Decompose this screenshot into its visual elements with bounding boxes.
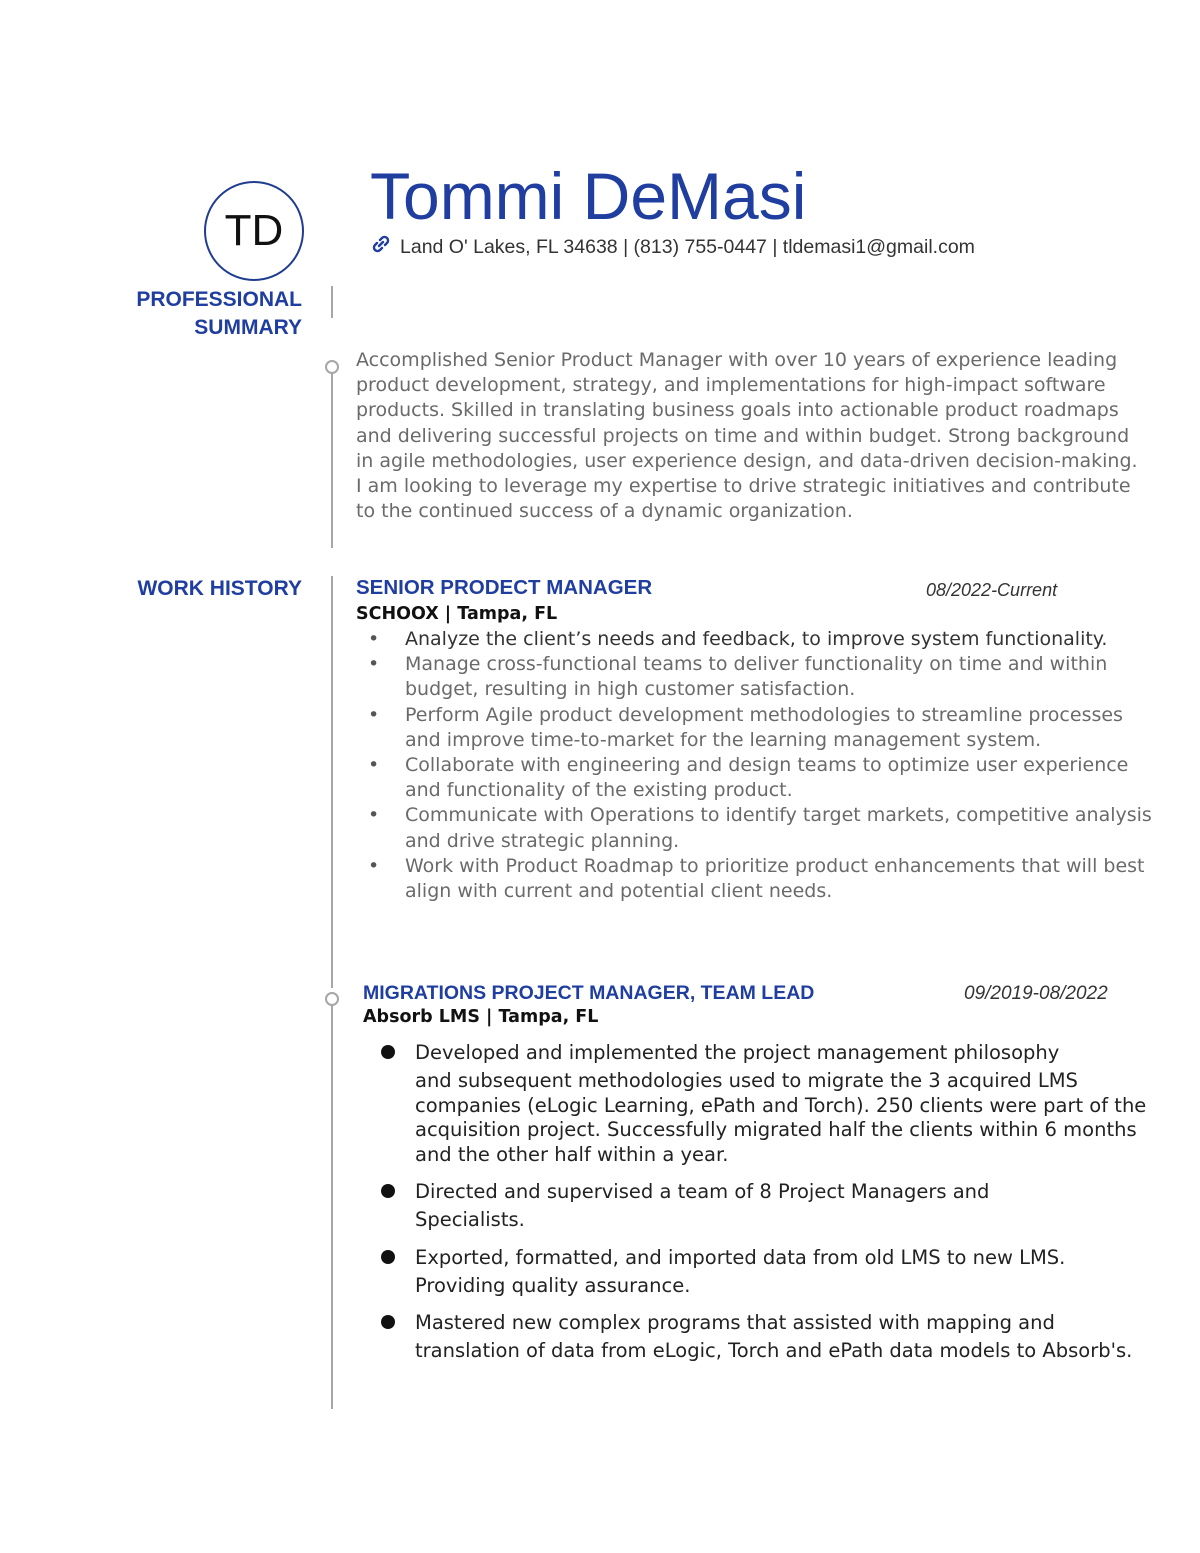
job-dates: 09/2019-08/2022 [964, 983, 1108, 1004]
bullet-text: translation of data from eLogic, Torch and ePath data models to Absorb's. [415, 1339, 1133, 1362]
bullet-text: Specialists. [415, 1208, 525, 1231]
timeline-dot [325, 992, 339, 1006]
bullet-item [375, 1176, 1165, 1233]
contact-text: Land O' Lakes, FL 34638 | (813) 755-0447 | tldemasi1@gmail.com [400, 235, 975, 258]
job-company: SCHOOX | Tampa, FL [356, 604, 558, 624]
bullet-item [375, 1037, 1165, 1167]
section-title-summary [102, 286, 302, 342]
bullet-item: • Manage cross-functional teams to deliver functionality on time and within budget, resulting in high customer satisfaction. [356, 652, 1156, 702]
timeline-line [331, 286, 333, 318]
section-title-work-history: WORK HISTORY [137, 577, 302, 600]
bullet-item: • Collaborate with engineering and design teams to optimize user experience and functionality of the existing product. [356, 753, 1156, 803]
bullet-item: • Analyze the client’s needs and feedback, to improve system functionality. [356, 627, 1156, 652]
bullet-item: • Work with Product Roadmap to prioritize product enhancements that will best align with current and potential client needs. [356, 854, 1156, 904]
bullet-item [375, 1242, 1165, 1299]
bullet-text: and subsequent methodologies used to migrate the 3 acquired LMS companies (eLogic Learning, ePath and Torch). 250 clients were part of the acquisition project. Successfully migrated half the clients within 6 months and the other half within a year. [415, 1069, 1147, 1166]
section-title-line: SUMMARY [194, 316, 302, 339]
job-company: Absorb LMS | Tampa, FL [363, 1007, 599, 1027]
bullet-text: Developed and implemented the project management philosophy [415, 1041, 1060, 1064]
job-title: SENIOR PRODECT MANAGER [356, 576, 653, 599]
contact-line [370, 233, 975, 261]
job-bullets [356, 627, 1156, 904]
job-dates: 08/2022-Current [926, 580, 1058, 600]
summary-text: Accomplished Senior Product Manager with over 10 years of experience leading product development, strategy, and implementations for high-impact software products. Skilled in translating business goals into actionable product roadmaps and delivering successful projects on time and within budget. Strong background in agile methodologies, user experience design, and data-driven decision-making. I am looking to leverage my expertise to drive strategic initiatives and contribute to the continued success of a dynamic organization. [356, 349, 1138, 523]
bullet-text: Providing quality assurance. [415, 1273, 691, 1297]
bullet-text: Mastered new complex programs that assisted with mapping and [415, 1311, 1055, 1334]
job-title: MIGRATIONS PROJECT MANAGER, TEAM LEAD [363, 982, 815, 1004]
bullet-text: Directed and supervised a team of 8 Project Managers and [415, 1180, 990, 1203]
bullet-item [375, 1307, 1165, 1364]
job-bullets [375, 1041, 1165, 1377]
timeline-line [331, 576, 333, 988]
timeline-line [331, 373, 333, 548]
bullet-item: • Communicate with Operations to identify target markets, competitive analysis and drive strategic planning. [356, 803, 1156, 853]
monogram-avatar [204, 181, 304, 281]
link-icon [370, 233, 392, 261]
monogram-text: TD [224, 206, 284, 255]
bullet-item: • Perform Agile product development methodologies to streamline processes and improve time-to-market for the learning management system. [356, 703, 1156, 753]
timeline-line [331, 1006, 333, 1409]
section-title-line: PROFESSIONAL [136, 288, 302, 311]
timeline-dot [325, 360, 339, 374]
bullet-text: Exported, formatted, and imported data from old LMS to new LMS. [415, 1245, 1066, 1269]
candidate-name: Tommi DeMasi [370, 159, 807, 233]
